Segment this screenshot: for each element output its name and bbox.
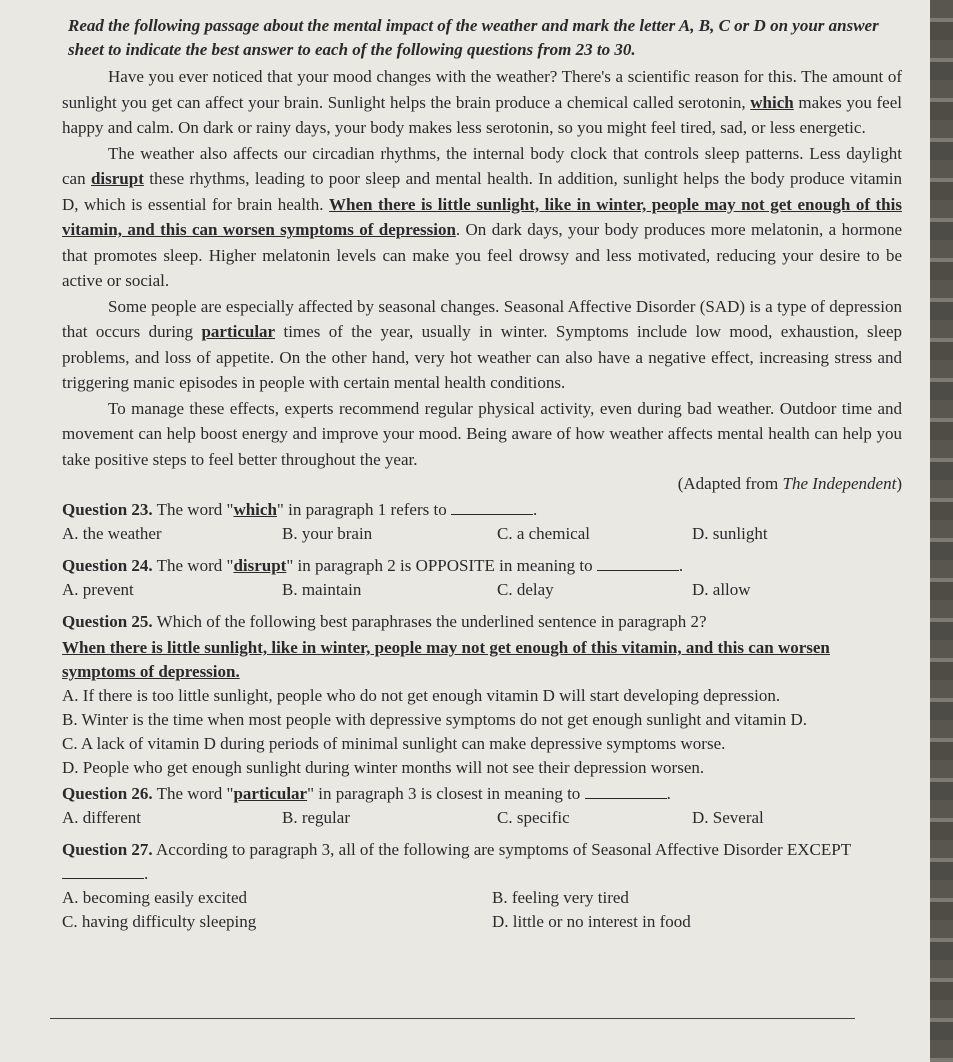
instructions: Read the following passage about the mental impact of the weather and mark the letter A, B, C or D on your answer sheet to indicate the best answer to each of the following questions from 23 to 30. [68, 16, 879, 59]
option-c[interactable]: C. a chemical [497, 524, 590, 543]
option-b[interactable]: B. regular [282, 808, 350, 827]
option-c[interactable]: C. having difficulty sleeping [62, 912, 257, 931]
option-c[interactable]: C. specific [497, 808, 570, 827]
question-23: Question 23. The word "which" in paragraph 1 refers to . [62, 500, 538, 519]
question-25: Question 25. Which of the following best paraphrases the underlined sentence in paragraph 2? [62, 612, 707, 631]
question-27-options [62, 886, 902, 934]
option-a[interactable]: A. prevent [62, 580, 134, 599]
desk-edge [930, 0, 953, 1062]
underlined-particular: particular [201, 322, 276, 341]
underlined-which: which [750, 92, 794, 112]
question-25-quote: When there is little sunlight, like in winter, people may not get enough of this vitamin, and this can worsen symptoms of depression. [62, 638, 830, 681]
option-a[interactable]: A. the weather [62, 524, 162, 543]
paragraph-3: Some people are especially affected by seasonal changes. Seasonal Affective Disorder (SAD) is a type of depression that occurs during particular times of the year, usually in winter. Symptoms include low mood, exhaustion, sleep problems, and loss of appetite. On the other hand, very hot weather can also have a negative effect, increasing stress and triggering manic episodes in people with certain mental health conditions. [62, 296, 902, 392]
question-25-options [62, 684, 902, 780]
question-23-options [62, 522, 902, 546]
paragraph-4: To manage these effects, experts recommend regular physical activity, even during bad weather. Outdoor time and movement can help boost energy and improve your mood. Being aware of how weather affects mental health can help you take positive steps to feel better throughout the year. [62, 398, 902, 469]
option-b[interactable]: B. Winter is the time when most people with depressive symptoms do not get enough sunlight and vitamin D. [62, 710, 808, 729]
underlined-disrupt: disrupt [90, 169, 144, 188]
paragraph-1: Have you ever noticed that your mood changes with the weather? There's a scientific reason for this. The amount of sunlight you get can affect your brain. Sunlight helps the brain produce a chemical called serotonin, which makes you feel happy and calm. On dark or rainy days, your body makes less serotonin, so you might feel tired, sad, or less energetic. [62, 67, 902, 137]
option-d[interactable]: D. little or no interest in food [492, 912, 691, 931]
option-b[interactable]: B. feeling very tired [492, 888, 629, 907]
paragraph-2: The weather also affects our circadian rhythms, the internal body clock that controls sleep patterns. Less daylight can disrupt these rhythms, leading to poor sleep and mental health. In addition, sunlight helps the body produce vitamin D, which is essential for brain health. When there is little sunlight, like in winter, people may not get enough of this vitamin, and this can worsen symptoms of depression. On dark days, your body produces more melatonin, a hormone that promotes sleep. Higher melatonin levels can make you feel drowsy and less motivated, reducing your desire to be active or social. [62, 143, 902, 290]
bottom-rule [50, 1018, 855, 1019]
question-26-options [62, 806, 902, 830]
option-b[interactable]: B. your brain [282, 524, 373, 543]
option-d[interactable]: D. allow [692, 580, 751, 599]
option-d[interactable]: D. People who get enough sunlight during winter months will not see their depression worsen. [62, 758, 705, 777]
source-citation: (Adapted from The Independent) [677, 474, 902, 493]
option-b[interactable]: B. maintain [282, 580, 362, 599]
question-27: Question 27. According to paragraph 3, all of the following are symptoms of Seasonal Affective Disorder EXCEPT. [62, 840, 852, 883]
option-c[interactable]: C. delay [497, 580, 554, 599]
option-d[interactable]: D. sunlight [692, 524, 768, 543]
option-a[interactable]: A. different [62, 808, 141, 827]
option-a[interactable]: A. becoming easily excited [62, 888, 248, 907]
question-26: Question 26. The word "particular" in paragraph 3 is closest in meaning to . [62, 784, 671, 803]
question-24-options [62, 578, 902, 602]
option-d[interactable]: D. Several [692, 808, 764, 827]
option-a[interactable]: A. If there is too little sunlight, people who do not get enough vitamin D will start developing depression. [62, 686, 781, 705]
question-24: Question 24. The word "disrupt" in paragraph 2 is OPPOSITE in meaning to . [62, 556, 684, 575]
underlined-sentence: When there is little sunlight, like in winter, people may not get enough of this vitamin, and this can worsen symptoms of depression [62, 194, 902, 239]
option-c[interactable]: C. A lack of vitamin D during periods of minimal sunlight can make depressive symptoms worse. [62, 734, 726, 753]
